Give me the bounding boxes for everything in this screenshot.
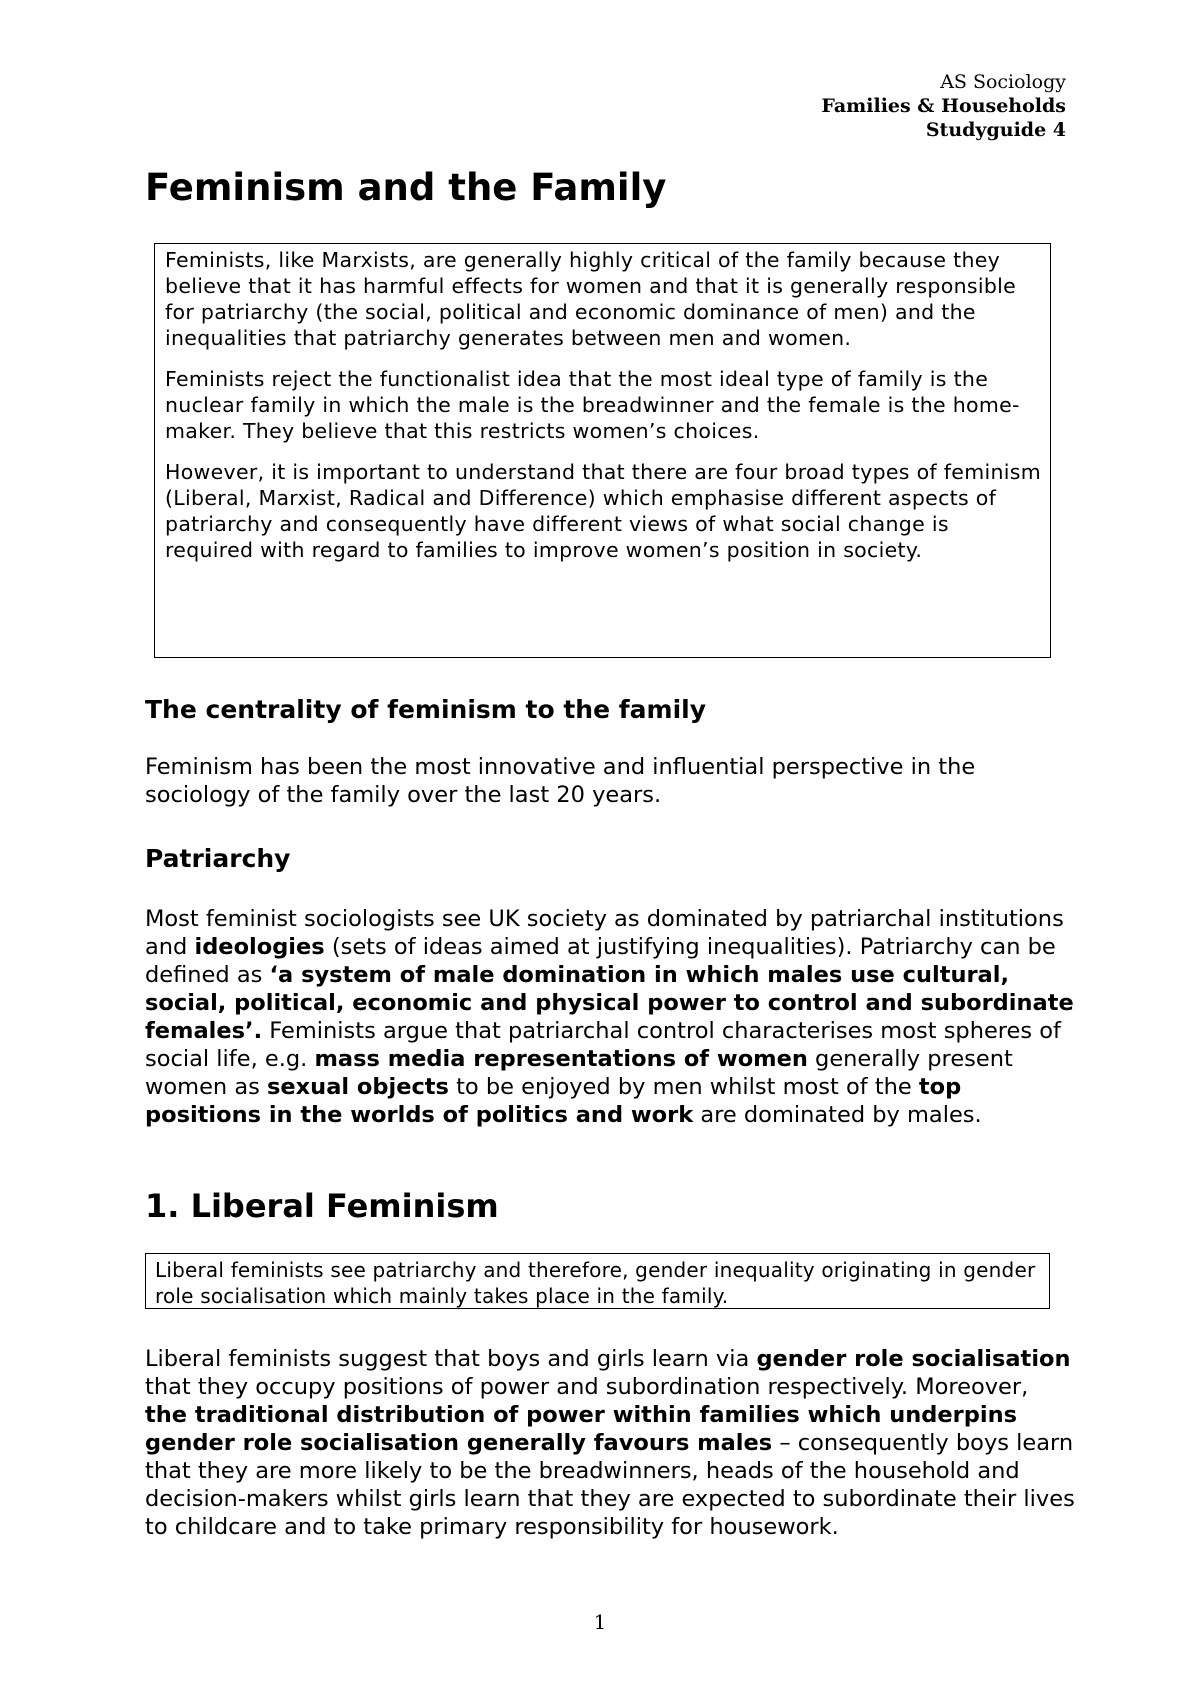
intro-paragraph-3: However, it is important to understand that there are four broad types of feminism (Liberal, Marxist, Radical and Difference) which emphasise different aspects of patriarchy and consequently have different views of what social change is required with regard to families to improve women’s position in society. — [165, 460, 1041, 562]
patriarchy-paragraph — [145, 905, 1075, 1129]
text-run: that they occupy positions of power and subordination respectively. Moreover, — [145, 1374, 1029, 1400]
liberal-feminism-heading: 1. Liberal Feminism — [145, 1187, 499, 1225]
text-run: Liberal feminists suggest that boys and girls learn via — [145, 1346, 757, 1372]
intro-paragraph-1: Feminists, like Marxists, are generally highly critical of the family because they believe that it has harmful effects for women and that it is generally responsible for patriarchy (the social, political and economic dominance of men) and the inequalities that patriarchy generates between men and women. — [165, 248, 1017, 350]
centrality-text: Feminism has been the most innovative and influential perspective in the sociology of the family over the last 20 years. — [145, 754, 976, 808]
text-run: are dominated by males. — [693, 1102, 982, 1128]
text-run: generally present women as — [145, 1046, 1013, 1100]
text-run: to be enjoyed by men whilst most of the — [448, 1074, 919, 1100]
emphasis: ideologies — [194, 934, 325, 960]
emphasis: gender role socialisation — [756, 1346, 1071, 1372]
text-run: (sets of ideas aimed at justifying inequalities). Patriarchy can be defined as — [145, 934, 1056, 988]
emphasis: top positions in the worlds of politics and work — [145, 1074, 962, 1128]
patriarchy-definition: ‘a system of male domination in which males use cultural, social, political, economic and physical power to control and subordinate females’. — [145, 962, 1074, 1044]
liberal-paragraph — [145, 1345, 1075, 1541]
header-topic: Families & Households — [821, 95, 1066, 117]
emphasis: the traditional distribution of power within families which underpins gender role socialisation generally favours males — [145, 1402, 1017, 1456]
header-course: AS Sociology — [940, 71, 1066, 93]
header-studyguide: Studyguide 4 — [925, 119, 1066, 141]
emphasis: sexual objects — [267, 1074, 449, 1100]
text-run: – consequently boys learn that they are more likely to be the breadwinners, heads of the household and decision-makers whilst girls learn that they are expected to subordinate their lives to childcare and to take primary responsibility for housework. — [145, 1430, 1075, 1540]
page-title: Feminism and the Family — [145, 166, 667, 209]
emphasis: mass media representations of women — [314, 1046, 808, 1072]
intro-box — [154, 243, 1051, 658]
patriarchy-heading: Patriarchy — [145, 844, 291, 873]
text-run: Feminists argue that patriarchal control characterises most spheres of social life, e.g. — [145, 1018, 1061, 1072]
liberal-summary-box — [145, 1253, 1050, 1309]
page-header — [821, 70, 1066, 142]
text-run: Most feminist sociologists see UK society as dominated by patriarchal institutions and — [145, 906, 1064, 960]
intro-paragraph-2: Feminists reject the functionalist idea that the most ideal type of family is the nuclear family in which the male is the breadwinner and the female is the home-maker. They believe that this restricts women’s choices. — [165, 367, 1020, 443]
liberal-summary-text: Liberal feminists see patriarchy and therefore, gender inequality originating in gender role socialisation which mainly takes place in the family. — [155, 1258, 1036, 1308]
centrality-heading: The centrality of feminism to the family — [145, 695, 706, 724]
page-number: 1 — [593, 1610, 607, 1634]
